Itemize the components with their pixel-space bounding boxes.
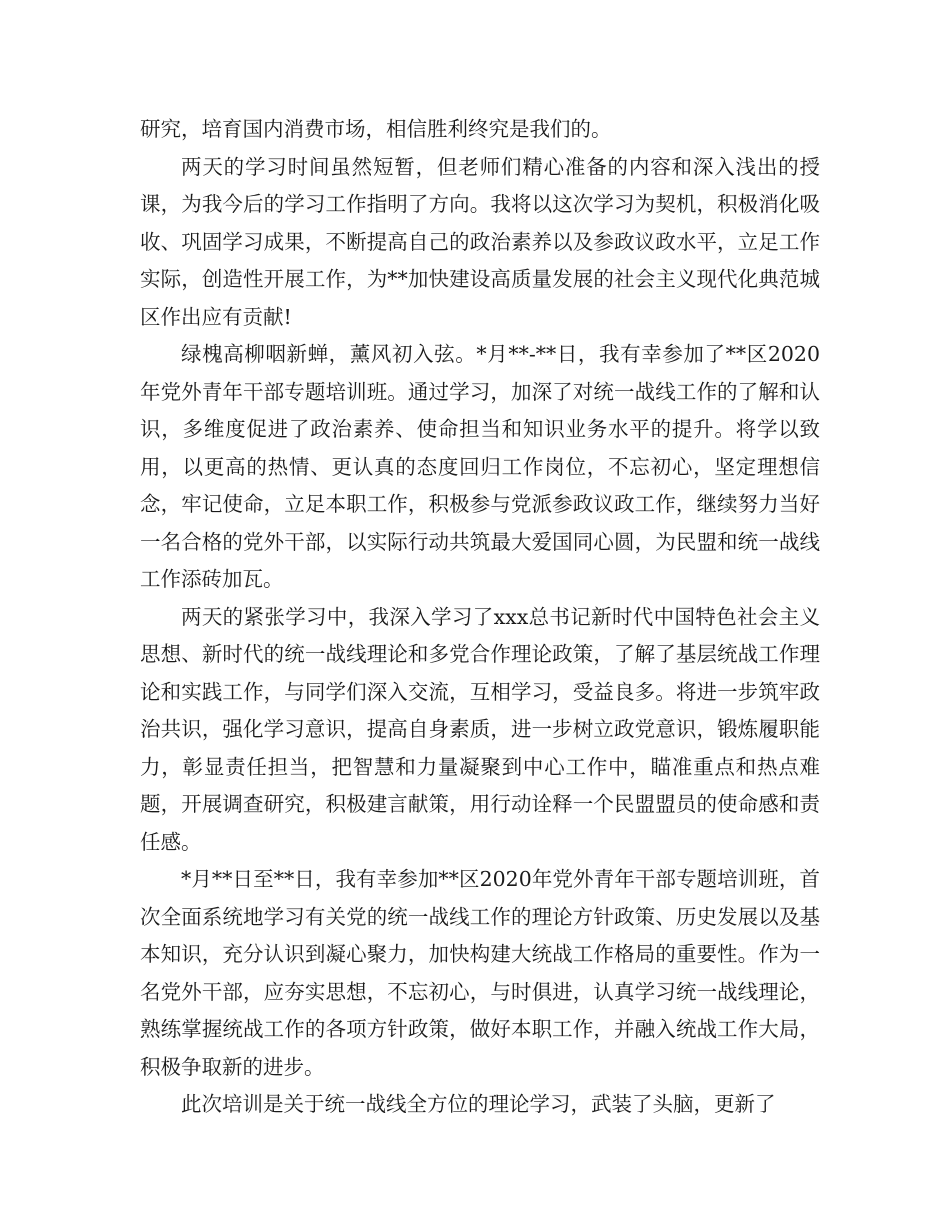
paragraph-3: 绿槐高柳咽新蝉，薰风初入弦。*月**-**日，我有幸参加了**区2020年党外青年干部专题培训班。通过学习，加深了对统一战线工作的了解和认识，多维度促进了政治素养、使命担当和知识业务水平的提升。将学以致用，以更高的热情、更认真的态度回归工作岗位，不忘初心，坚定理想信念，牢记使命，立足本职工作，积极参与党派参政议政工作，继续努力当好一名合格的党外干部，以实际行动共筑最大爱国同心圆，为民盟和统一战线工作添砖加瓦。	[140, 342, 820, 591]
paragraph-5: *月**日至**日，我有幸参加**区2020年党外青年干部专题培训班，首次全面系统地学习有关党的统一战线工作的理论方针政策、历史发展以及基本知识，充分认识到凝心聚力，加快构建大统战工作格局的重要性。作为一名党外干部，应夯实思想，不忘初心，与时俱进，认真学习统一战线理论，熟练掌握统战工作的各项方针政策，做好本职工作，并融入统战工作大局，积极争取新的进步。	[140, 867, 820, 1079]
document-body	[140, 111, 820, 1124]
paragraph-1: 研究，培育国内消费市场，相信胜利终究是我们的。	[140, 117, 612, 141]
paragraph-4: 两天的紧张学习中，我深入学习了xxx总书记新时代中国特色社会主义思想、新时代的统一战线理论和多党合作理论政策，了解了基层统战工作理论和实践工作，与同学们深入交流，互相学习，受益良多。将进一步筑牢政治共识，强化学习意识，提高自身素质，进一步树立政党意识，锻炼履职能力，彰显责任担当，把智慧和力量凝聚到中心工作中，瞄准重点和热点难题，开展调查研究，积极建言献策，用行动诠释一个民盟盟员的使命感和责任感。	[140, 604, 820, 854]
paragraph-6: 此次培训是关于统一战线全方位的理论学习，武装了头脑，更新了	[181, 1092, 776, 1116]
paragraph-2: 两天的学习时间虽然短暂，但老师们精心准备的内容和深入浅出的授课，为我今后的学习工作指明了方向。我将以这次学习为契机，积极消化吸收、巩固学习成果，不断提高自己的政治素养以及参政议政水平，立足工作实际，创造性开展工作，为**加快建设高质量发展的社会主义现代化典范城区作出应有贡献!	[140, 154, 820, 329]
